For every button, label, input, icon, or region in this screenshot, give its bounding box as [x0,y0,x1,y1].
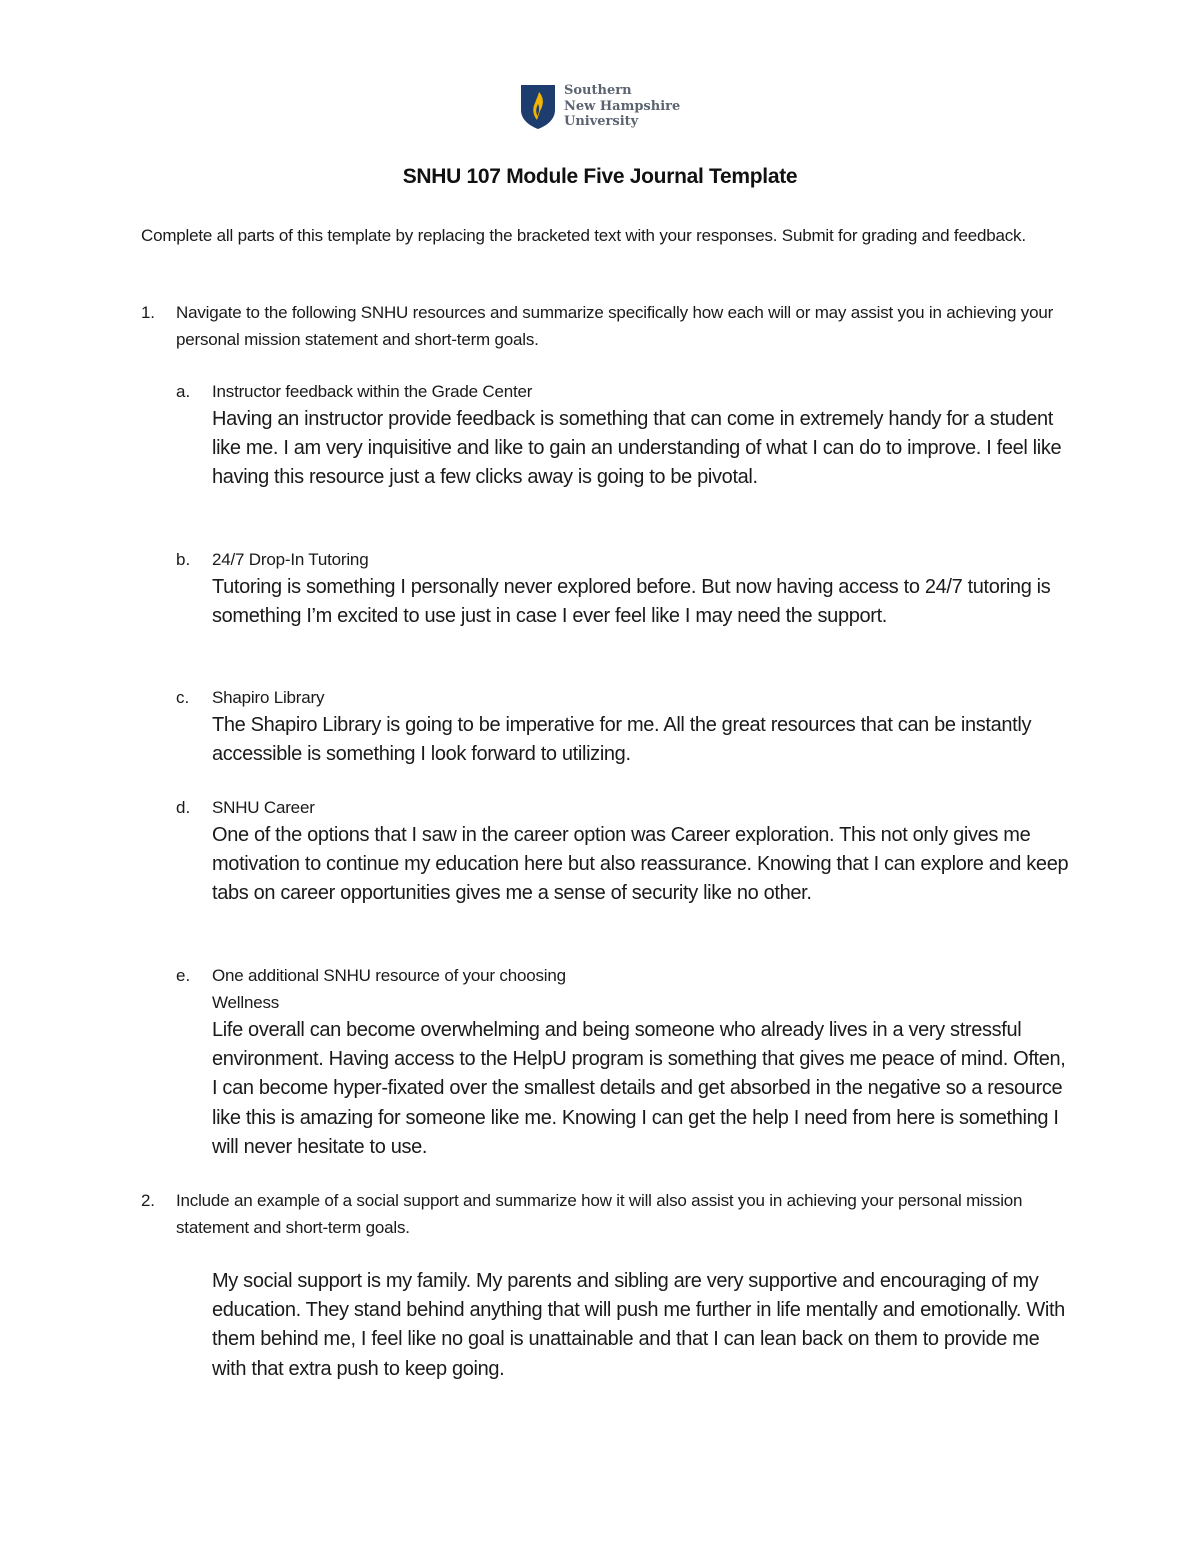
university-logo [520,84,680,130]
item-label: Instructor feedback within the Grade Center [212,382,533,401]
item-label: SNHU Career [212,798,315,817]
item-letter: e. [176,966,191,985]
question-2 [141,1187,1061,1241]
resource-item-shapiro-library [176,684,1076,769]
item-letter: d. [176,798,191,817]
item-label: Shapiro Library [212,688,325,707]
item-letter: a. [176,382,191,401]
resource-item-snhu-career [176,794,1076,909]
logo-line-1: Southern [564,83,632,98]
item-answer: One of the options that I saw in the career option was Career exploration. This not only gives me motivation to continue my education here but also reassurance. Knowing that I can explore and keep tabs on career opportunities gives me a sense of security like no other. [212,824,1069,905]
resource-item-tutoring [176,546,1076,631]
shield-flame-icon [520,84,556,130]
item-answer: The Shapiro Library is going to be imperative for me. All the great resources that can be instantly accessible is something I look forward to utilizing. [212,714,1032,766]
item-label: 24/7 Drop-In Tutoring [212,550,369,569]
question-number: 1. [141,303,155,322]
logo-wordmark [564,83,680,130]
question-text: Include an example of a social support and summarize how it will also assist you in achieving your personal mission statement and short-term goals. [176,1191,1023,1237]
logo-line-2: New Hampshire [564,98,681,114]
item-answer: Life overall can become overwhelming and being someone who already lives in a very stressful environment. Having access to the HelpU program is something that gives me peace of mind. Often, I can become hyper-fixated over the smallest details and get absorbed in the negative so a resource like this is amazing for someone like me. Knowing I can get the help I need from here is something I will never hesitate to use. [212,1019,1066,1158]
question-1 [141,299,1061,353]
logo-line-3: University [564,114,639,129]
item-letter: c. [176,688,190,707]
item-letter: b. [176,550,191,569]
item-label: One additional SNHU resource of your choosing [212,966,566,985]
item-answer: Having an instructor provide feedback is something that can come in extremely handy for a student like me. I am very inquisitive and like to gain an understanding of what I can do to improve. I feel like having this resource just a few clicks away is going to be pivotal. [212,408,1062,489]
question-2-answer: My social support is my family. My parents and sibling are very supportive and encouraging of my education. They stand behind anything that will push me further in life mentally and emotionally. With them behind me, I feel like no goal is unattainable and that I can lean back on them to provide me with that extra push to keep going. [212,1270,1065,1380]
question-text: Navigate to the following SNHU resources and summarize specifically how each will or may assist you in achieving your personal mission statement and short-term goals. [176,303,1054,349]
document-title: SNHU 107 Module Five Journal Template [402,165,798,188]
item-answer: Tutoring is something I personally never explored before. But now having access to 24/7 tutoring is something I’m excited to use just in case I ever feel like I may need the support. [212,576,1051,628]
instructions-paragraph: Complete all parts of this template by replacing the bracketed text with your responses. Submit for grading and feedback. [141,226,1026,245]
question-number: 2. [141,1191,155,1210]
resource-item-additional [176,962,1076,1162]
item-sublabel: Wellness [212,993,280,1012]
resource-item-instructor-feedback [176,378,1076,493]
